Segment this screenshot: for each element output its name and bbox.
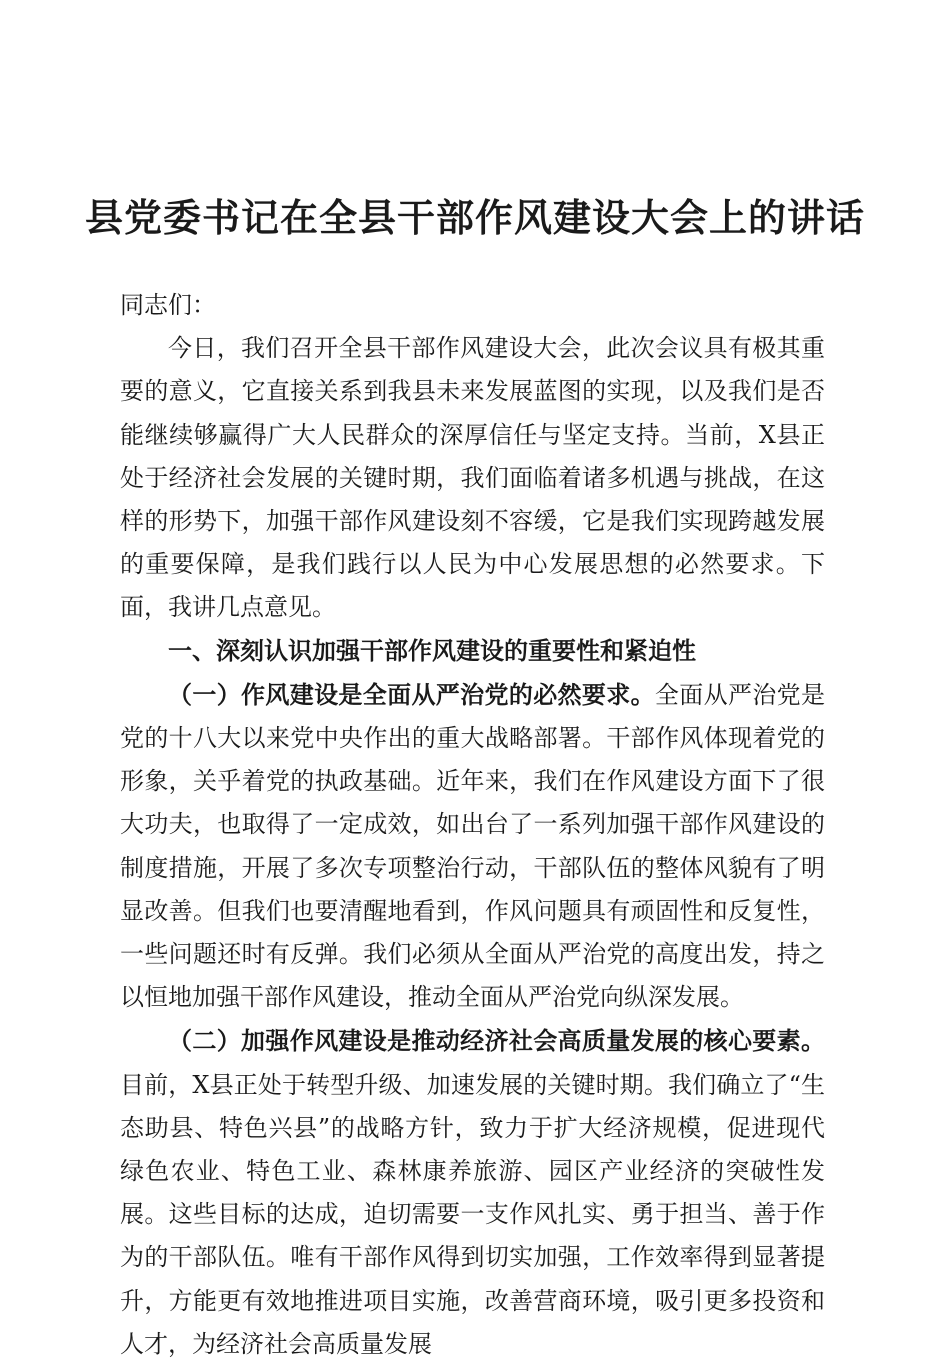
intro-paragraph: 今日，我们召开全县干部作风建设大会，此次会议具有极其重要的意义，它直接关系到我县未来发展蓝图的实现，以及我们是否能继续够赢得广大人民群众的深厚信任与坚定支持。当前，X县正处于经济社会发展的关键时期，我们面临着诸多机遇与挑战，在这样的形势下，加强干部作风建设刻不容缓，它是我们实现跨越发展的重要保障，是我们践行以人民为中心发展思想的必然要求。下面，我讲几点意见。 [120,334,825,622]
section-heading-1: 一、深刻认识加强干部作风建设的重要性和紧迫性 [168,636,696,665]
salutation: 同志们： [120,291,216,319]
subsection-text-1: 全面从严治党是党的十八大以来党中央作出的重大战略部署。干部作风体现着党的形象，关乎着党的执政基础。近年来，我们在作风建设方面下了很大功夫，也取得了一定成效，如出台了一系列加强干部作风建设的制度措施，开展了多次专项整治行动，干部队伍的整体风貌有了明显改善。但我们也要清醒地看到，作风问题具有顽固性和反复性，一些问题还时有反弹。我们必须从全面从严治党的高度出发，持之以恒地加强干部作风建设，推动全面从严治党向纵深发展。 [120,680,825,1012]
subsection-paragraph-2 [120,1019,825,1366]
subsection-paragraph-1 [120,673,825,1020]
document-title: 县党委书记在全县干部作风建设大会上的讲话 [84,195,865,240]
subsection-lead-2: （二）加强作风建设是推动经济社会高质量发展的核心要素。 [168,1026,825,1056]
subsection-lead-1: （一）作风建设是全面从严治党的必然要求。 [168,679,655,709]
subsection-text-2: 目前，X县正处于转型升级、加速发展的关键时期。我们确立了“生态助县、特色兴县”的战略方针，致力于扩大经济规模，促进现代绿色农业、特色工业、森林康养旅游、园区产业经济的突破性发展。这些目标的达成，迫切需要一支作风扎实、勇于担当、善于作为的干部队伍。唯有干部作风得到切实加强，工作效率得到显著提升，方能更有效地推进项目实施，改善营商环境，吸引更多投资和人才，为经济社会高质量发展 [120,1070,825,1358]
document-body [120,284,825,1366]
